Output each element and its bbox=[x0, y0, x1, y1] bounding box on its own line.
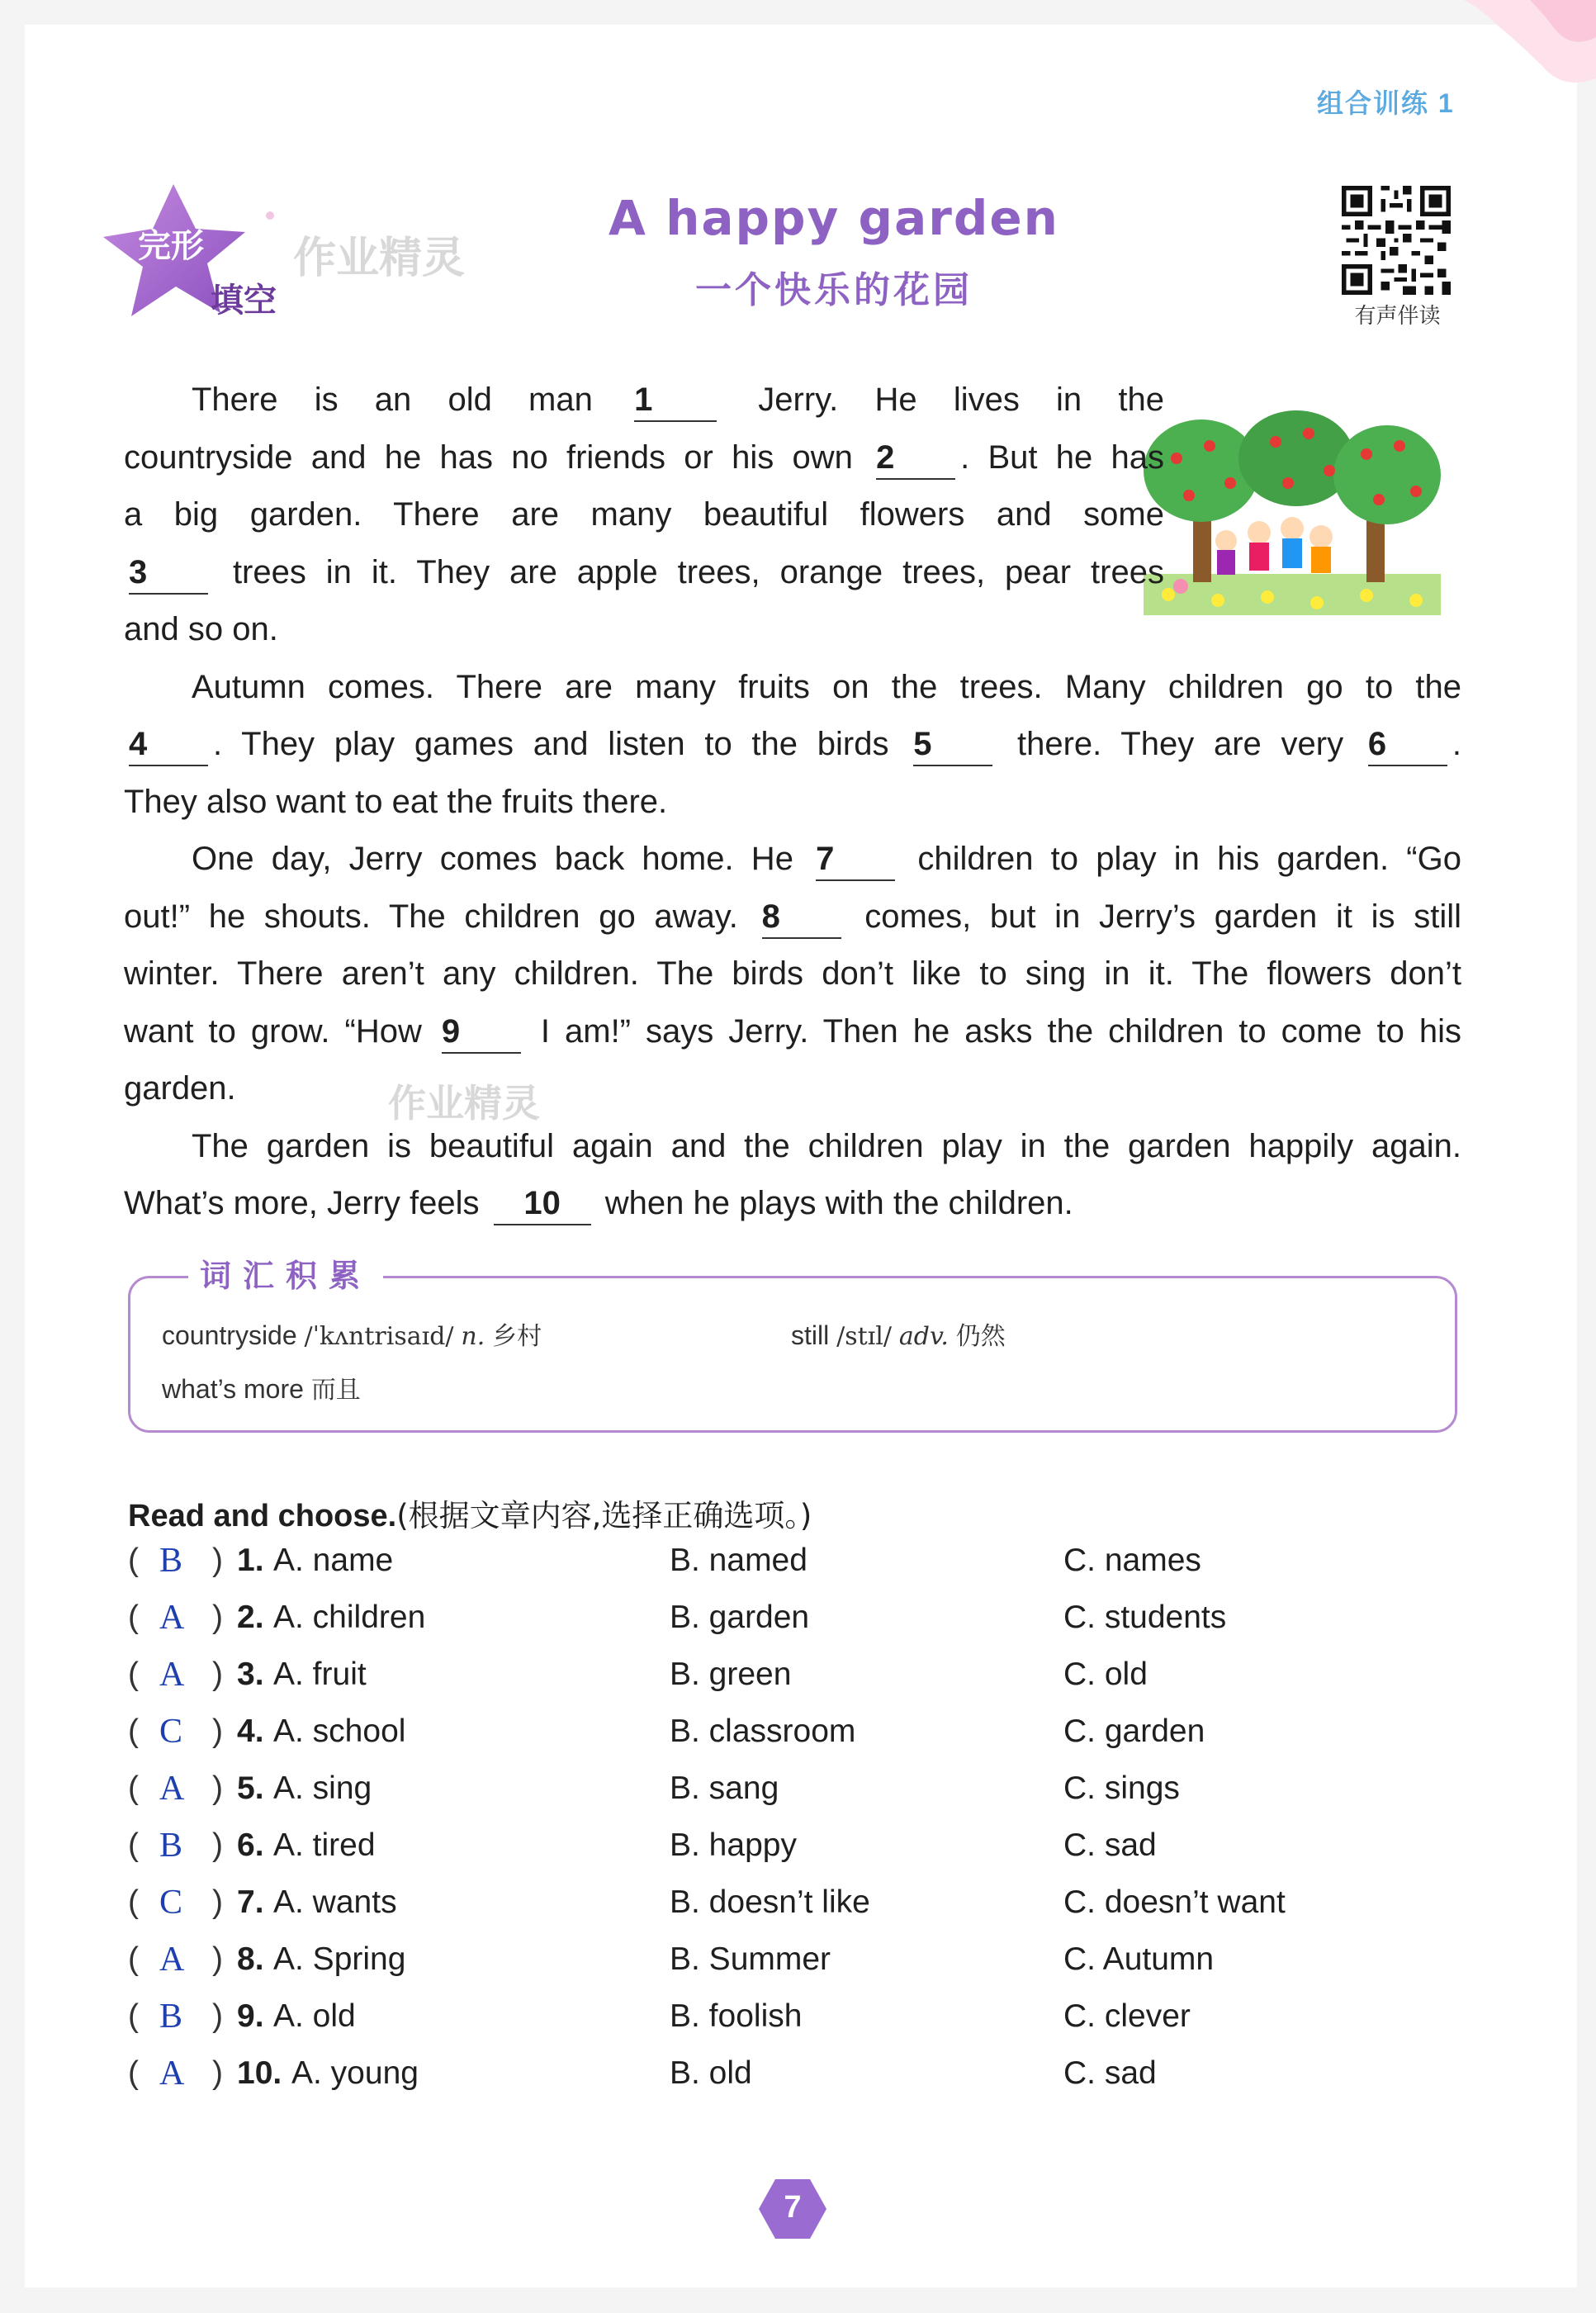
qr-code[interactable] bbox=[1342, 186, 1451, 295]
answer: A bbox=[159, 1656, 185, 1694]
watermark: 作业精灵 bbox=[388, 1081, 540, 1126]
cloze-badge bbox=[95, 178, 293, 334]
vocab-item: still /stɪl/ adv. 仍然 bbox=[791, 1320, 1006, 1351]
blank-1: 1 bbox=[634, 379, 717, 422]
title-chinese: 一个快乐的花园 bbox=[695, 269, 973, 311]
page-number: 7 bbox=[784, 2190, 802, 2225]
question-row: ( B ) 9. A. old B. foolish C. clever bbox=[128, 1998, 1191, 2036]
passage-line: 3 trees in it. They are apple trees, orange trees, pear trees bbox=[124, 544, 1164, 602]
question-row: ( A ) 3. A. fruit B. green C. old bbox=[128, 1656, 1148, 1694]
answer: A bbox=[159, 1941, 185, 1979]
passage-line: out!” he shouts. The children go away. 8 comes, but in Jerry’s garden it is still bbox=[124, 889, 1461, 946]
answer: C bbox=[159, 1713, 183, 1751]
passage-line: garden. bbox=[124, 1070, 236, 1107]
passage-line: want to grow. “How 9 I am!” says Jerry. Then he asks the children to come to his bbox=[124, 1003, 1461, 1061]
vocabulary-title: 词汇积累 bbox=[188, 1250, 383, 1296]
blank-7: 7 bbox=[816, 838, 895, 881]
question-row: ( A ) 5. A. sing B. sang C. sings bbox=[128, 1770, 1180, 1808]
vocabulary-box bbox=[128, 1258, 1457, 1433]
passage-line: winter. There aren’t any children. The birds don’t like to sing in it. The flowers don’t bbox=[124, 955, 1461, 992]
instruction: Read and choose.(根据文章内容,选择正确选项。) bbox=[128, 1498, 812, 1533]
vocab-item: what’s more 而且 bbox=[162, 1374, 361, 1405]
question-row: ( B ) 1. A. name B. named C. names bbox=[128, 1542, 1201, 1580]
badge-line1: 完形 bbox=[138, 227, 204, 265]
question-row: ( A ) 2. A. children B. garden C. students bbox=[128, 1599, 1227, 1637]
passage-line: They also want to eat the fruits there. bbox=[124, 783, 668, 820]
passage-line: One day, Jerry comes back home. He 7 children to play in his garden. “Go bbox=[124, 831, 1461, 889]
answer: B bbox=[159, 1542, 183, 1580]
qr-label: 有声伴读 bbox=[1354, 304, 1441, 329]
blank-6: 6 bbox=[1368, 723, 1447, 766]
vocab-item: countryside /ˈkʌntrisaɪd/ n. 乡村 bbox=[162, 1320, 542, 1351]
answer: B bbox=[159, 1827, 183, 1865]
question-row: ( A ) 8. A. Spring B. Summer C. Autumn bbox=[128, 1941, 1215, 1979]
passage-line: The garden is beautiful again and the children play in the garden happily again. bbox=[192, 1127, 1461, 1164]
passage-line: What’s more, Jerry feels 10 when he plays with the children. bbox=[124, 1175, 1461, 1233]
question-row: ( C ) 4. A. school B. classroom C. garden bbox=[128, 1713, 1205, 1751]
answer: B bbox=[159, 1998, 183, 2036]
blank-10: 10 bbox=[494, 1183, 591, 1225]
passage-line: 4 . They play games and listen to the birds 5 there. They are very 6 . bbox=[124, 716, 1461, 774]
answer: C bbox=[159, 1884, 183, 1922]
corner-decoration bbox=[1464, 0, 1596, 91]
title-english: A happy garden bbox=[609, 190, 1059, 246]
section-tag: 组合训练 1 bbox=[1317, 88, 1455, 118]
blank-8: 8 bbox=[762, 896, 841, 939]
question-row: ( A ) 10. A. young B. old C. sad bbox=[128, 2055, 1157, 2093]
passage-line: countryside and he has no friends or his own 2 . But he has bbox=[124, 429, 1164, 487]
answer: A bbox=[159, 2055, 185, 2093]
answer: A bbox=[159, 1770, 185, 1808]
blank-3: 3 bbox=[129, 552, 208, 595]
passage-line: a big garden. There are many beautiful flowers and some bbox=[124, 496, 1164, 533]
passage-line: and so on. bbox=[124, 611, 278, 647]
watermark: 作业精灵 bbox=[293, 234, 466, 283]
passage-line: Autumn comes. There are many fruits on the trees. Many children go to the bbox=[192, 668, 1461, 705]
answer: A bbox=[159, 1599, 185, 1637]
cloze-passage bbox=[124, 372, 1461, 1233]
passage-line: There is an old man 1 Jerry. He lives in the bbox=[124, 372, 1164, 429]
question-row: ( B ) 6. A. tired B. happy C. sad bbox=[128, 1827, 1157, 1865]
blank-2: 2 bbox=[876, 437, 955, 480]
blank-5: 5 bbox=[913, 723, 992, 766]
blank-9: 9 bbox=[442, 1011, 521, 1054]
question-row: ( C ) 7. A. wants B. doesn’t like C. doesn’t want bbox=[128, 1884, 1286, 1922]
blank-4: 4 bbox=[129, 723, 208, 766]
badge-line2: 填空 bbox=[211, 282, 277, 320]
